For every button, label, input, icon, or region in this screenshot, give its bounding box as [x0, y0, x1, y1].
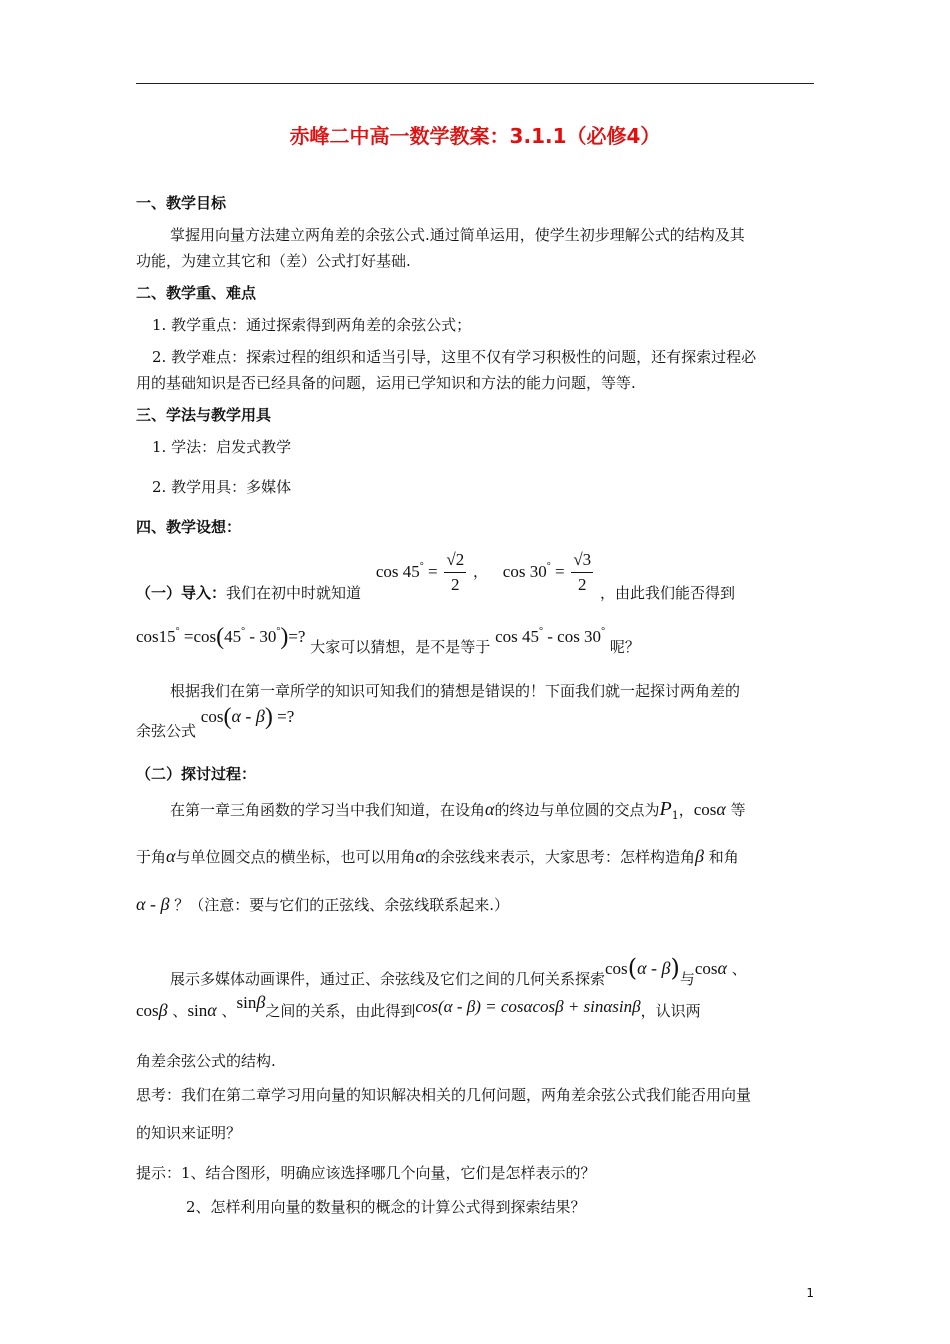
keypoint-item1: 1. 教学重点：通过探索得到两角差的余弦公式；: [152, 316, 472, 334]
think-line2: 的知识来证明？: [136, 1124, 242, 1142]
multimedia-line1: 展示多媒体动画课件，通过正、余弦线及它们之间的几何关系探索cos(α - β)与cosα 、: [170, 954, 747, 988]
intro-text: 我们在初中时就知道: [226, 584, 362, 602]
cos45-expr: cos 45° =: [375, 560, 438, 581]
section-heading-methods: 三、学法与教学用具: [136, 406, 272, 424]
multimedia-line2: cosβ 、sinα 、sinβ之间的关系，由此得到cos(α - β) = cosαcosβ + sinαsinβ，认识两: [136, 992, 701, 1020]
cos-alpha-minus-beta-expr: cos(α - β) =?: [200, 704, 295, 730]
methods-item1: 1. 学法：启发式教学: [152, 438, 292, 456]
intro-tail: ，由此我们能否得到: [599, 584, 735, 602]
para2-line1: 根据我们在第一章所学的知识可知我们的猜想是错误的！下面我们就一起探讨两角差的: [170, 682, 741, 700]
discussion-line3: α - β ？（注意：要与它们的正弦线、余弦线联系起来.）: [136, 894, 509, 914]
section-heading-discussion: （二）探讨过程：: [136, 765, 257, 783]
objectives-line1: 掌握用向量方法建立两角差的余弦公式.通过简单运用，使学生初步理解公式的结构及其: [170, 226, 745, 244]
para2-line2: 余弦公式 cos(α - β) =?: [136, 704, 295, 740]
cos15-line: [136, 624, 640, 656]
intro-paragraph: （一）导入：我们在初中时就知道 cos 45° = $\frac{√2}{2}$ ， cos 30° = $\frac{√3}{2}$ ，由此我们能否得到: [136, 550, 735, 602]
page-title: 赤峰二中高一数学教案：3.1.1（必修4）: [289, 124, 661, 148]
page-number: 1: [806, 1286, 814, 1300]
hint-2: 2、怎样利用向量的数量积的概念的计算公式得到探索结果？: [186, 1198, 586, 1216]
intro-label: （一）导入：: [136, 584, 227, 602]
guess-expression: cos 45° - cos 30°: [495, 626, 606, 646]
discussion-line2: 于角α与单位圆交点的横坐标，也可以用角α的余弦线来表示，大家思考：怎样构造角β 和角: [136, 846, 739, 866]
keypoint-item2-line2: 用的基础知识是否已经具备的问题，运用已学知识和方法的能力问题，等等.: [136, 374, 636, 392]
hint-1: 提示：1、结合图形，明确应该选择哪几个向量，它们是怎样表示的？: [136, 1164, 596, 1182]
multimedia-line3: 角差余弦公式的结构.: [136, 1052, 276, 1070]
cos30-expr: cos 30° =: [502, 560, 565, 581]
sqrt2-over-2: $\frac{√2}{2}$: [446, 550, 465, 594]
guess-text: 大家可以猜想，是不是等于: [310, 638, 491, 656]
think-line1: 思考：我们在第二章学习用向量的知识解决相关的几何问题，两角差余弦公式我们能否用向量: [136, 1086, 752, 1104]
methods-item2: 2. 教学用具：多媒体: [152, 478, 292, 496]
objectives-line2: 功能，为建立其它和（差）公式打好基础.: [136, 252, 411, 270]
guess-tail: 呢？: [609, 638, 640, 656]
difference-formula: cos(α - β) = cosαcosβ + sinαsinβ: [415, 997, 641, 1016]
sqrt3-over-2: $\frac{√3}{2}$: [573, 550, 592, 594]
section-heading-design: 四、教学设想：: [136, 518, 242, 536]
header-rule: [136, 83, 814, 84]
cos15-expression: cos15° =cos(45° - 30°)=?: [136, 624, 306, 650]
section-heading-objectives: 一、教学目标: [136, 194, 227, 212]
section-heading-keypoints: 二、教学重、难点: [136, 284, 257, 302]
discussion-line1: 在第一章三角函数的学习当中我们知道，在设角α的终边与单位圆的交点为$P_1$，cosα 等: [170, 798, 746, 822]
keypoint-item2-line1: 2. 教学难点：探索过程的组织和适当引导，这里不仅有学习积极性的问题，还有探索过程必: [152, 348, 757, 366]
